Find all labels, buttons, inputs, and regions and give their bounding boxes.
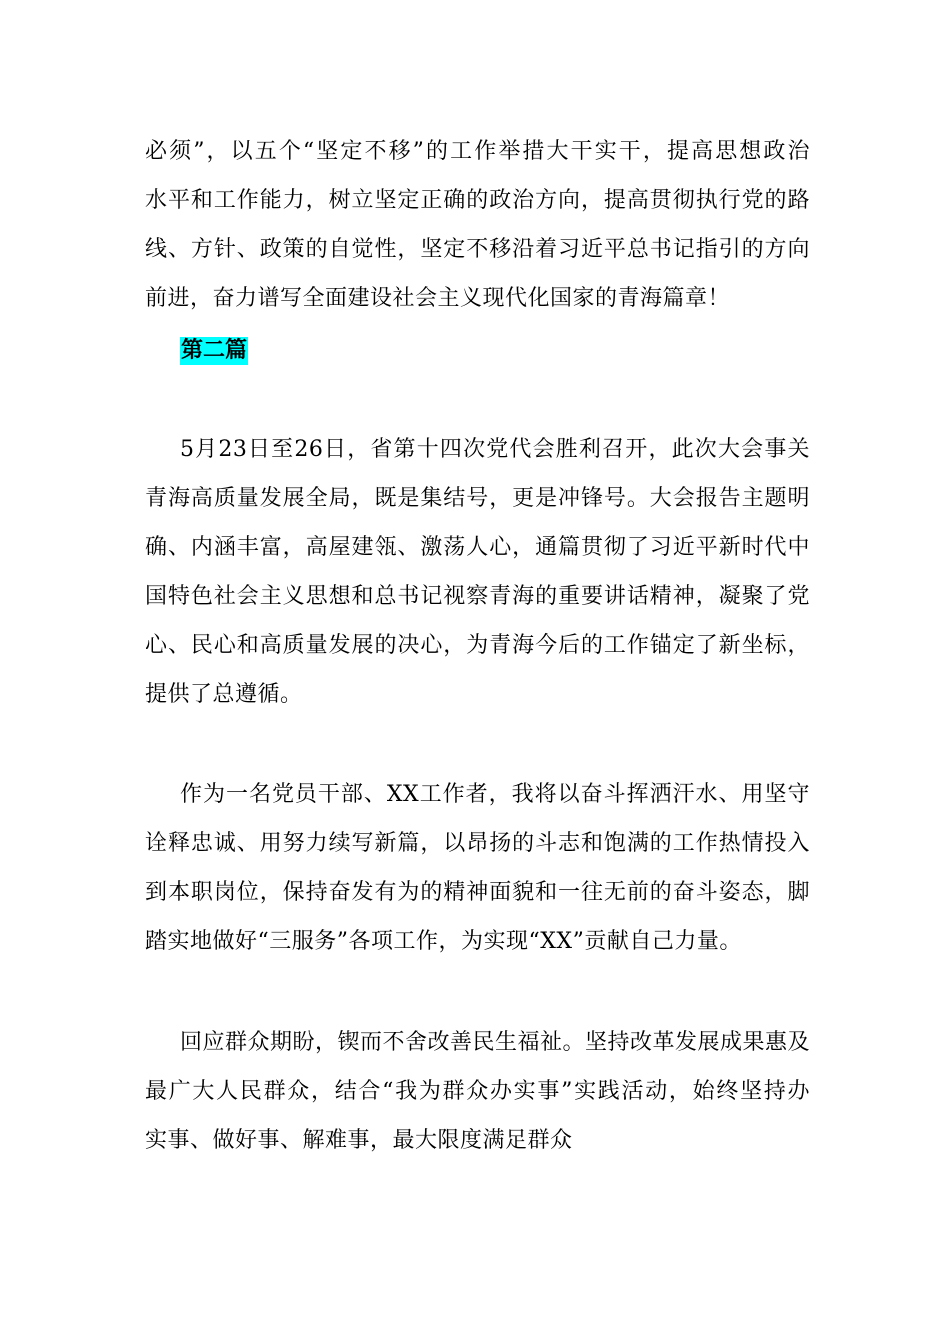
paragraph-line: 回应群众期盼，锲而不舍改善民生福祉。坚持改革发展成果惠及 — [180, 1030, 811, 1055]
paragraph-line: 确、内涵丰富，高屋建瓴、激荡人心，通篇贯彻了习近平新时代中 — [145, 535, 810, 560]
paragraph-line: 水平和工作能力，树立坚定正确的政治方向，提高贯彻执行党的路 — [145, 188, 810, 213]
paragraph-line: 诠释忠诚、用努力续写新篇，以昂扬的斗志和饱满的工作热情投入 — [145, 831, 810, 856]
paragraph-line: 青海高质量发展全局，既是集结号，更是冲锋号。大会报告主题明 — [145, 486, 810, 511]
paragraph-line: 必须”，以五个“坚定不移”的工作举措大干实干，提高思想政治 — [145, 139, 810, 164]
section-heading: 第二篇 — [181, 338, 248, 363]
paragraph-line: 前进，奋力谱写全面建设社会主义现代化国家的青海篇章！ — [145, 286, 731, 311]
paragraph-line: 踏实地做好“三服务”各项工作，为实现“XX”贡献自己力量。 — [145, 929, 742, 954]
paragraph-line: 到本职岗位，保持奋发有为的精神面貌和一往无前的奋斗姿态，脚 — [145, 880, 810, 905]
paragraph-line: 作为一名党员干部、XX工作者，我将以奋斗挥洒汗水、用坚守 — [180, 782, 810, 807]
paragraph-line: 提供了总遵循。 — [145, 682, 303, 707]
paragraph-line: 心、民心和高质量发展的决心，为青海今后的工作锚定了新坐标， — [145, 633, 810, 658]
paragraph-line: 国特色社会主义思想和总书记视察青海的重要讲话精神，凝聚了党 — [145, 584, 810, 609]
paragraph-line: 最广大人民群众，结合“我为群众办实事”实践活动，始终坚持办 — [145, 1079, 810, 1104]
paragraph-line: 线、方针、政策的自觉性，坚定不移沿着习近平总书记指引的方向 — [145, 237, 810, 262]
paragraph-line: 5月23日至26日，省第十四次党代会胜利召开，此次大会事关 — [180, 437, 810, 462]
paragraph-line: 实事、做好事、解难事，最大限度满足群众 — [145, 1128, 573, 1153]
